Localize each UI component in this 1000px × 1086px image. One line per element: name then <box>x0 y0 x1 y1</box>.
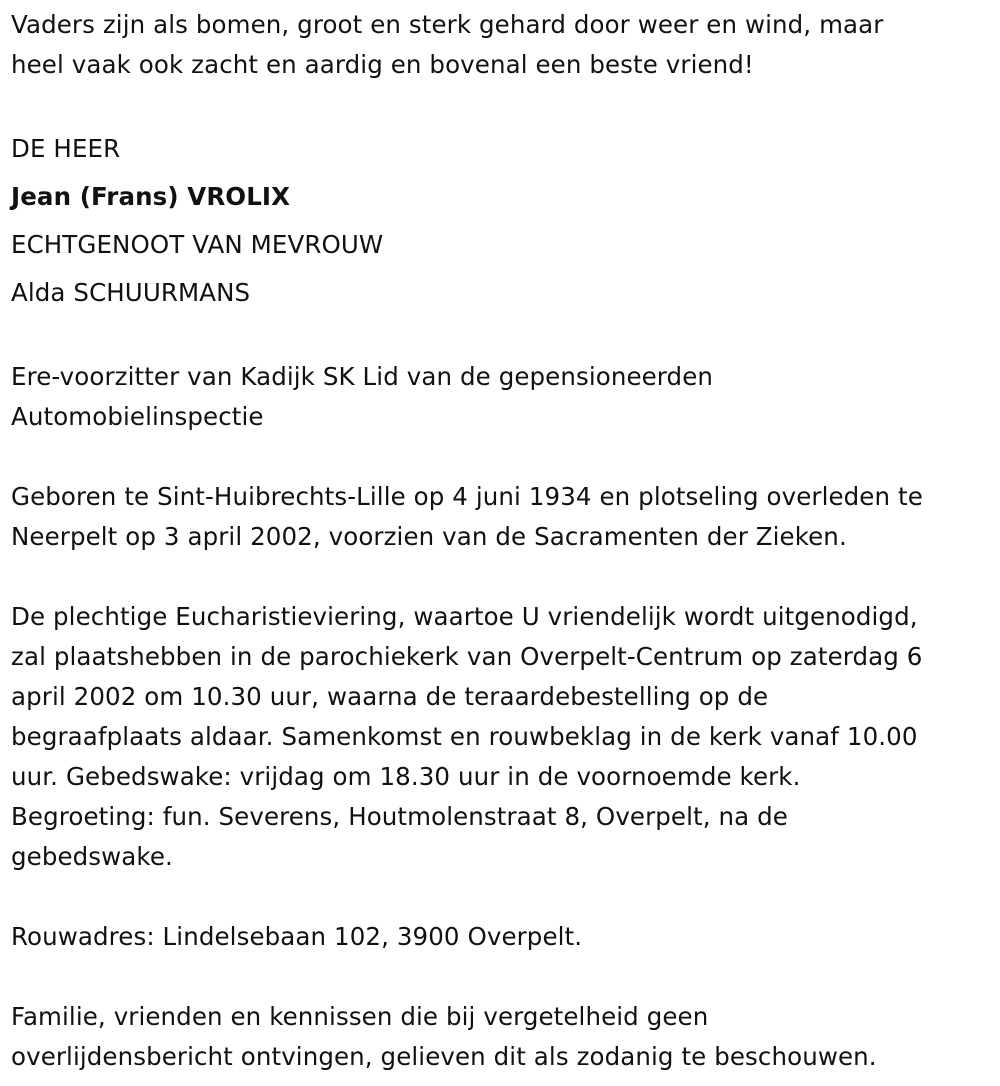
closing-block <box>11 997 996 1077</box>
spacer <box>11 557 996 597</box>
titles-line: Ere-voorzitter van Kadijk SK Lid van de gepensioneerden <box>11 362 714 391</box>
ceremony-line: uur. Gebedswake: vrijdag om 18.30 uur in de voornoemde kerk. <box>11 762 801 791</box>
ceremony-line: De plechtige Eucharistieviering, waartoe U vriendelijk wordt uitgenodigd, <box>11 602 918 631</box>
birth-death-block <box>11 477 996 557</box>
birth-death-line: Geboren te Sint-Huibrechts-Lille op 4 juni 1934 en plotseling overleden te <box>11 482 923 511</box>
closing-line: Familie, vrienden en kennissen die bij vergetelheid geen <box>11 1002 709 1031</box>
quote-line: Vaders zijn als bomen, groot en sterk gehard door weer en wind, maar <box>11 10 884 39</box>
ceremony-line: zal plaatshebben in de parochiekerk van Overpelt-Centrum op zaterdag 6 <box>11 642 923 671</box>
titles-block <box>11 357 996 437</box>
spacer <box>11 437 996 477</box>
mourning-address: Rouwadres: Lindelsebaan 102, 3900 Overpelt. <box>11 922 583 951</box>
spacer <box>11 317 996 357</box>
quote-line: heel vaak ook zacht en aardig en bovenal een beste vriend! <box>11 50 754 79</box>
ceremony-line: gebedswake. <box>11 842 173 871</box>
spacer <box>11 877 996 917</box>
ceremony-block <box>11 597 996 877</box>
spouse-label: ECHTGENOOT VAN MEVROUW <box>11 230 384 259</box>
birth-death-line: Neerpelt op 3 april 2002, voorzien van de Sacramenten der Zieken. <box>11 522 847 551</box>
obituary-notice <box>11 5 996 1077</box>
address-block <box>11 917 996 957</box>
ceremony-line: april 2002 om 10.30 uur, waarna de teraardebestelling op de <box>11 682 769 711</box>
honorific: DE HEER <box>11 134 121 163</box>
ceremony-line: Begroeting: fun. Severens, Houtmolenstraat 8, Overpelt, na de <box>11 802 788 831</box>
spacer <box>11 85 996 125</box>
deceased-block <box>11 125 996 317</box>
opening-quote <box>11 5 996 85</box>
closing-line: overlijdensbericht ontvingen, gelieven dit als zodanig te beschouwen. <box>11 1042 877 1071</box>
spacer <box>11 957 996 997</box>
ceremony-line: begraafplaats aldaar. Samenkomst en rouwbeklag in de kerk vanaf 10.00 <box>11 722 918 751</box>
titles-line: Automobielinspectie <box>11 402 264 431</box>
deceased-name: Jean (Frans) VROLIX <box>11 182 291 211</box>
spouse-name: Alda SCHUURMANS <box>11 278 251 307</box>
